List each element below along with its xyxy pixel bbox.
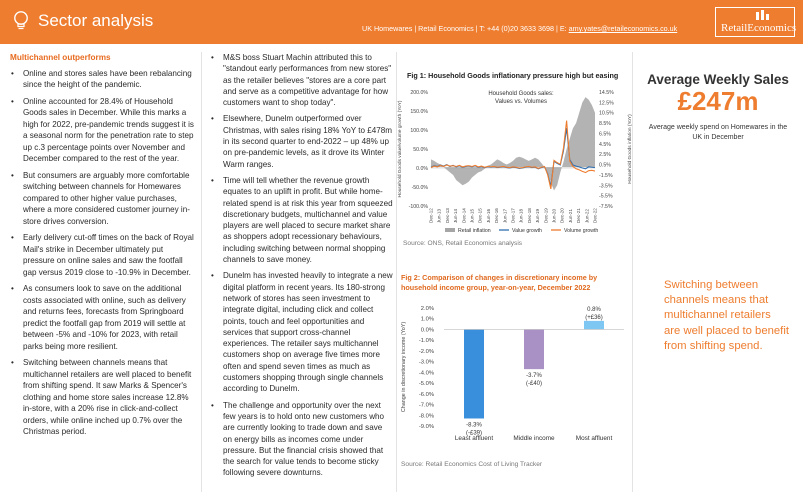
x-tick-label: Dec-19 [543,208,549,223]
y-tick-label: -7.0% [418,402,434,409]
series-area-0 [431,97,595,190]
kpi-label: Average Weekly Sales [647,72,789,87]
chart-inner-subtitle: Values vs. Volumes [495,99,547,105]
y-tick-label: -8.0% [418,413,434,420]
pull-quote: Switching between channels means that multichannel retailers are well placed to benefit from shifting spend. [664,279,789,352]
y-tick-label: 50.0% [413,147,428,153]
y-tick-label: 0.0% [416,166,428,172]
kpi-value: £247m [677,86,759,116]
legend-label: Volume growth [564,228,599,234]
x-tick-label: Dec-21 [576,208,582,223]
fig2-source: Source: Retail Economics Cost of Living Tracker [401,461,543,468]
y-tick-label: 2.0% [420,306,434,312]
x-tick-label: Dec-18 [526,208,532,223]
y-tick-label: 100.0% [410,128,428,134]
category-label: Least affluent [454,435,494,442]
category-label: Middle income [513,435,555,442]
y2-axis-label: Household Goods inflation (YoY) [628,114,633,184]
y-tick-label: -100.0% [408,204,428,210]
x-tick-label: Dec-22 [592,208,598,223]
y-tick-label: 200.0% [410,90,428,96]
category-label: Most affluent [575,435,613,442]
logo-text: RetailEconomics [721,22,797,34]
y-tick-label: -50.0% [411,185,428,191]
kpi-subtext: Average weekly spend on Homewares in the UK in December [648,124,788,141]
fig1-source: Source: ONS, Retail Economics analysis [403,240,523,247]
y-tick-label: -4.0% [418,370,434,377]
y2-tick-label: 14.5% [599,90,614,96]
bullet-list-middle [210,52,393,479]
x-tick-label: Jun-16 [485,208,491,223]
bar-sub-label: (+£36) [585,314,603,321]
bullet-item: • As consumers look to save on the additional costs associated with online, such as delivery and returns fees, forecasts from Springboard predict the footfall gap from 2019 will settle at between -5% and -10% for 2023, with retail parks being more resilient. [10,283,196,352]
lightbulb-icon [12,10,30,32]
bar-0 [464,329,484,418]
contact-text: UK Homewares | Retail Economics | T: +44 (0)20 3633 3698 | E: [362,24,567,33]
y-axis-label: Household Goods value/volume growth (YoY) [398,100,403,198]
column-middle [210,52,393,484]
header-title-group [12,10,153,32]
y-tick-label: -6.0% [418,391,434,398]
y-tick-label: 150.0% [410,109,428,115]
contact-email-link[interactable]: amy.yates@retaileconomics.co.uk [568,24,678,33]
y2-tick-label: -5.5% [599,193,613,200]
x-tick-label: Dec-14 [461,208,467,223]
bullet-item: • Online accounted for 28.4% of Household Goods sales in December. While this marks a high for 2022, pre-pandemic trends suggest it is a seasonal norm for the penetration rate to step up c.3 percentage points over November and December compared to the rest of the year. [10,96,196,165]
y2-tick-label: 2.5% [599,152,611,159]
x-tick-label: Jun-20 [551,208,557,223]
section-title: Multichannel outperforms [10,53,111,62]
x-tick-label: Jun-14 [453,208,459,223]
fig1-title: Fig 1: Household Goods inflationary pressure high but easing [407,71,619,80]
bar-sub-label: (-£39) [465,430,483,437]
bar-2 [584,321,604,330]
x-tick-label: Dec-20 [559,208,565,223]
bullet-item: • Switching between channels means that multichannel retailers are well placed to benefit from shifting spend. It saw Marks & Spencer's clothing and home store sales increase 12.8% in-store, with a 20% rise in click-and-collect orders, while online inched up 0.7% over the Christmas period. [10,357,196,438]
bullet-item: • Time will tell whether the revenue growth equates to an uplift in profit. But while home-related spend is at risk this year from squeezed discretionary budgets, multichannel and value players are well placed to secure market share as shoppers adopt recessionary behaviours, including switching between normal shopping channels to save money. [210,175,393,265]
fig1-line-chart [395,84,635,236]
fig2-title: Fig 2: Comparison of changes in discretionary income by household income group, year-on-year, December 2022 [401,273,598,292]
bar-value-label: -8.3% [466,422,482,429]
bullet-item: • Online and stores sales have been rebalancing since the height of the pandemic. [10,68,196,91]
x-tick-label: Jun-18 [518,208,524,223]
legend-label: Retail inflation [458,228,491,234]
y-tick-label: 1.0% [420,316,434,323]
x-tick-label: Jun-19 [535,208,541,223]
column-left [10,52,196,443]
bar-1 [524,329,544,369]
bullet-item: • Elsewhere, Dunelm outperformed over Christmas, with sales rising 18% YoY to £478m in its second quarter to end-2022 – up 48% up on pre-pandemic levels, as it drove its Winter Warm ranges. [210,113,393,169]
x-tick-label: Jun-17 [502,208,508,223]
x-tick-label: Dec-15 [477,208,483,223]
y2-tick-label: 4.5% [599,141,611,148]
y2-tick-label: 0.5% [599,162,611,169]
header-bar [0,0,803,44]
contact-line [362,24,677,33]
legend-label: Value growth [512,228,542,234]
retail-economics-logo [715,7,795,37]
y2-tick-label: 6.5% [599,131,611,138]
column-divider [201,52,202,492]
y-axis-label: Change in discretionary income (YoY) [401,321,407,413]
y-tick-label: -9.0% [418,424,434,430]
bullet-item: • But consumers are arguably more comfortable switching between channels for Homewares compared to other higher value purchases, where a more considered customer journey in-store drives conversion. [10,170,196,228]
bullet-list-left [10,68,196,438]
x-tick-label: Dec-13 [444,208,450,223]
bar-sub-label: (-£40) [525,381,543,388]
y2-tick-label: -3.5% [599,183,613,190]
y2-tick-label: 12.5% [599,100,614,107]
page-title: Sector analysis [38,11,154,30]
x-tick-label: Jun-22 [584,208,590,223]
x-tick-label: Dec-12 [428,208,434,223]
y2-tick-label: 8.5% [599,121,611,128]
legend-swatch [445,228,455,232]
bullet-item: • M&S boss Stuart Machin attributed this to "standout early performances from new stores" as the retailer believes "stores are a core part and serve as a competitive advantage for how customers want to shop today". [210,52,393,108]
y2-tick-label: -7.5% [599,204,613,210]
chart-inner-title: Household Goods sales: [488,91,554,97]
bar-value-label: 0.8% [587,306,601,313]
y2-tick-label: -1.5% [599,172,613,179]
y-tick-label: 0.0% [420,327,434,334]
y-tick-label: -2.0% [418,348,434,355]
x-tick-label: Jun-15 [469,208,475,223]
fig2-bar-chart [398,294,630,456]
bullet-item: • Early delivery cut-off times on the back of Royal Mail's strike in December ultimately put pressure on online sales and saw the footfall gap versus 2019 close to -10.9% in December. [10,232,196,278]
bullet-item: • Dunelm has invested heavily to integrate a new digital platform in recent years. Its 180-strong network of stores has seen investment to integrate digital, including click and collect points, touch and feel opportunities and services that support cross-channel experiences. The retailer says multichannel customers shop on average five times more often and spend seven times as much as customers shopping through single channels according to Dunelm. [210,270,393,394]
bar-value-label: -3.7% [526,373,542,380]
bullet-item: • The challenge and opportunity over the next few years is to hold onto new customers who are currently looking to trade down and save on energy bills as incomes come under pressure. But the financial crisis showed that the search for value tends to become sticky following severe downturns. [210,400,393,479]
x-tick-label: Jun-21 [567,208,573,223]
y-tick-label: -5.0% [418,381,434,388]
x-tick-label: Dec-16 [494,208,500,223]
y2-tick-label: 10.5% [599,110,614,117]
y-tick-label: -1.0% [418,338,434,345]
x-tick-label: Dec-17 [510,208,516,223]
y-tick-label: -3.0% [418,359,434,366]
x-tick-label: Jun-13 [436,208,442,223]
